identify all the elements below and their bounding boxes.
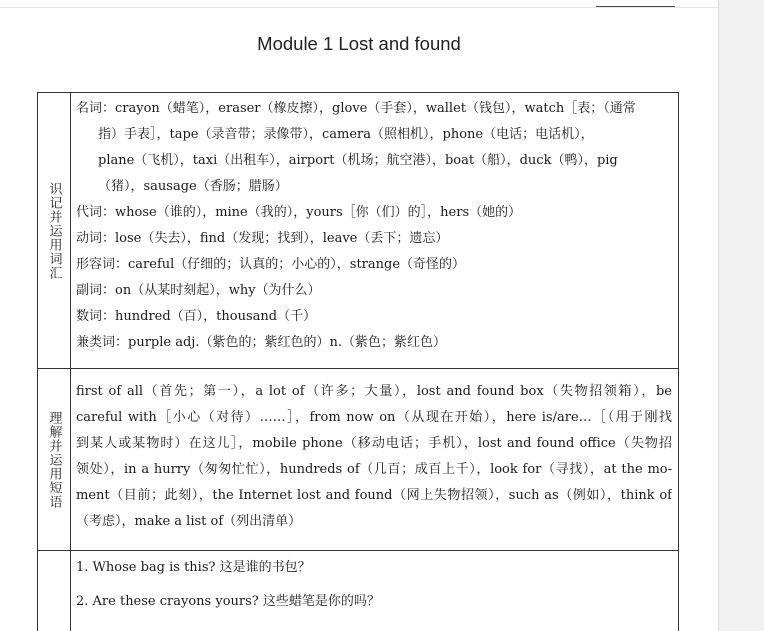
phrase-line: careful with［小心（对待）……］，from now on（从现在开始），here is/are…［（用于刚找	[76, 410, 672, 425]
vocab-line: （猪），sausage（香肠；腊肠）	[98, 179, 288, 194]
phrase-line: 到某人或某物时）在这儿］，mobile phone（移动电话；手机），lost and found office（失物招	[76, 436, 672, 451]
page-title: Module 1 Lost and found	[257, 33, 461, 54]
previous-page-fragment	[596, 0, 675, 7]
sentences-label-cell	[38, 551, 71, 631]
phrases-row	[38, 369, 679, 551]
sentence-item: 1. Whose bag is this? 这是谁的书包？	[76, 560, 311, 575]
vocab-line: 兼类词：purple adj.（紫色的；紫红色的）n.（紫色；紫红色）	[76, 335, 446, 350]
vocab-line: 代词：whose（谁的），mine（我的），yours［你（们）的］，hers（她的）	[76, 205, 522, 220]
vocab-line: 副词：on（从某时刻起），why（为什么）	[76, 283, 321, 298]
phrase-line: （考虑），make a list of（列出清单）	[76, 514, 302, 529]
phrases-label-cell	[38, 369, 71, 551]
sentences-row	[38, 551, 679, 631]
sentences-content-cell	[71, 551, 679, 631]
phrase-line: ment（目前；此刻），the Internet lost and found（网上失物招领），such as（例如），think of	[76, 488, 672, 503]
phrase-line: 领处），in a hurry（匆匆忙忙），hundreds of（几百；成百上千），look for（寻找），at the mo-	[76, 462, 672, 477]
vocab-line: plane（飞机），taxi（出租车），airport（机场；航空港），boat（船），duck（鸭），pig	[98, 153, 618, 168]
page-gutter	[718, 0, 764, 631]
vocab-line: 动词：lose（失去），find（发现；找到），leave（丢下；遗忘）	[76, 231, 449, 246]
vocab-row	[38, 93, 679, 369]
vocab-content-cell	[71, 93, 679, 369]
vocab-line: 形容词：careful（仔细的；认真的；小心的），strange（奇怪的）	[76, 257, 466, 272]
content-table	[37, 92, 679, 631]
vocab-label: 识记并运用词汇	[46, 181, 62, 280]
vocab-label-cell	[38, 93, 71, 369]
vocab-line: 数词：hundred（百），thousand（千）	[76, 309, 317, 324]
phrases-label: 理解并运用短语	[46, 410, 62, 509]
vocab-line: 指）手表］，tape（录音带；录像带），camera（照相机），phone（电话；电话机），	[98, 127, 594, 142]
sentence-item: 2. Are these crayons yours? 这些蜡笔是你的吗？	[76, 594, 380, 609]
vocab-line: 名词：crayon（蜡笔），eraser（橡皮擦），glove（手套），wallet（钱包），watch［表；（通常	[76, 101, 636, 116]
page-top-edge	[0, 7, 718, 8]
phrases-content-cell	[71, 369, 679, 551]
phrase-line: first of all（首先；第一），a lot of（许多；大量），lost and found box（失物招领箱），be	[76, 384, 672, 399]
